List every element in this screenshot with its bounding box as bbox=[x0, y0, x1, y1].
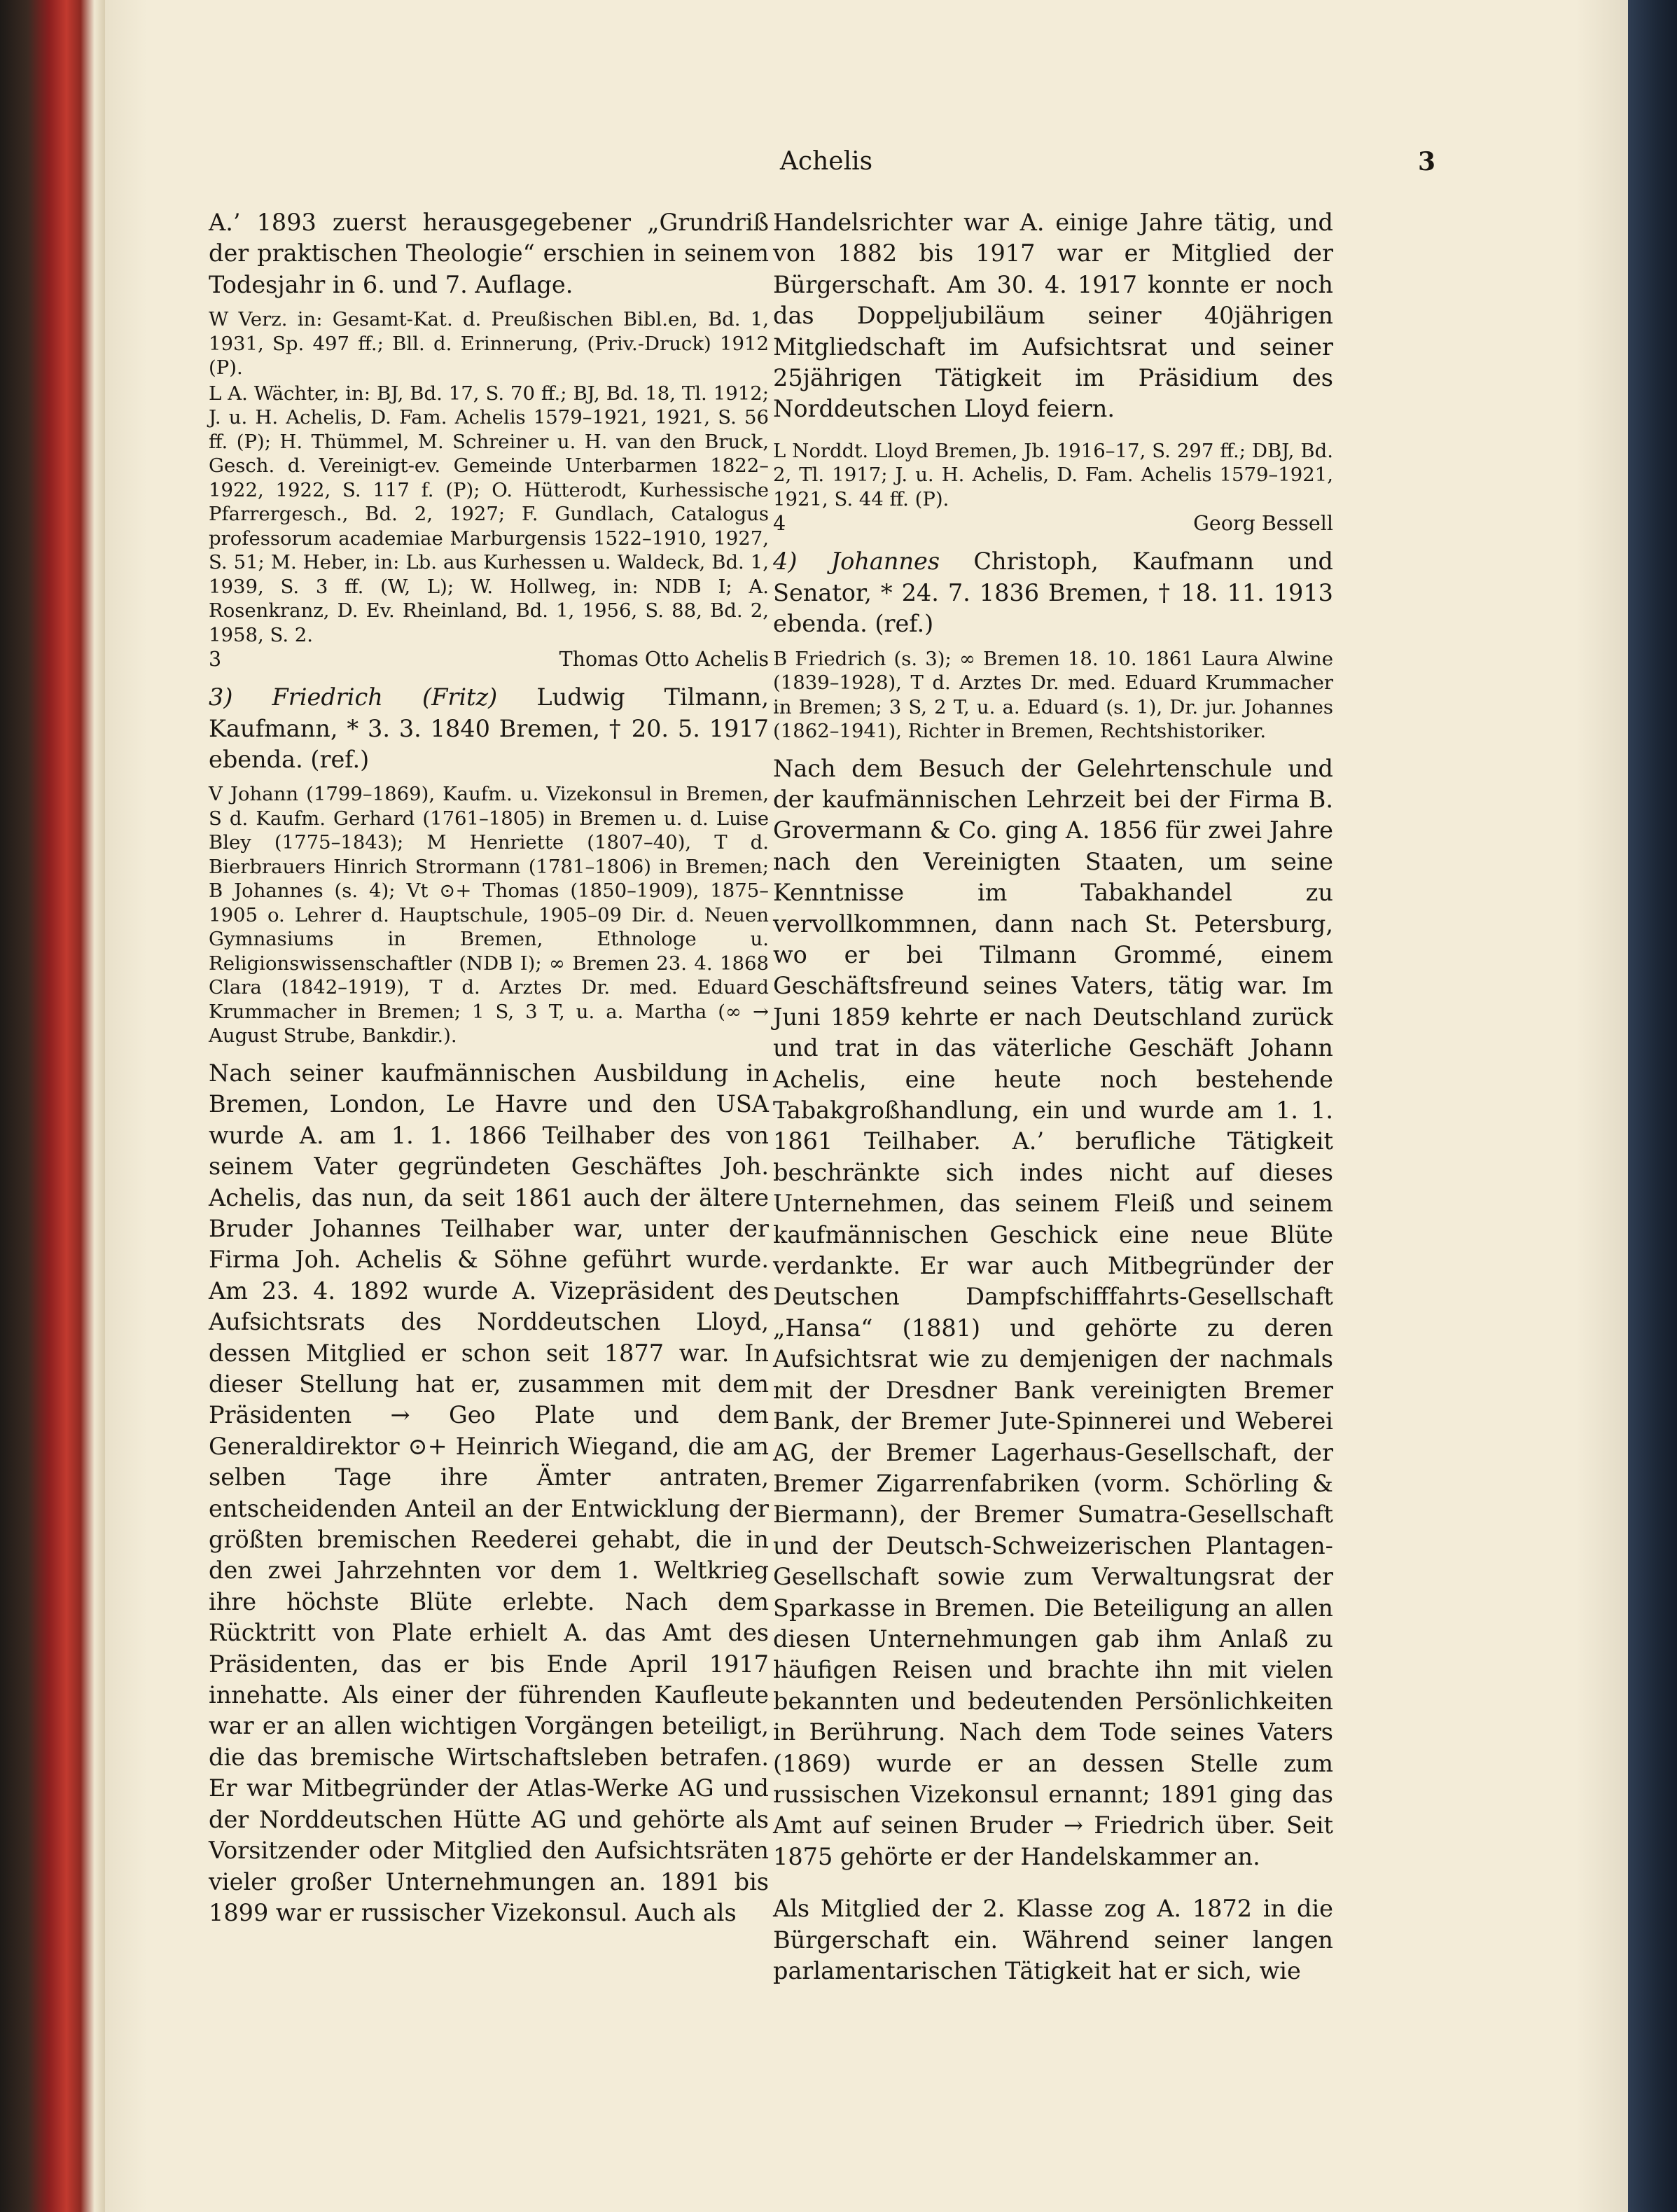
signature-number: 3 bbox=[209, 648, 222, 672]
entry-3-literature: L Norddt. Lloyd Bremen, Jb. 1916–17, S. 297 ff.; DBJ, Bd. 2, Tl. 1917; J. u. H. Achelis, D. Fam. Achelis 1579–1921, 1921, S. 44 ff. (P). bbox=[773, 439, 1333, 510]
entry-2-works: W Verz. in: Gesamt-Kat. d. Preußischen Bibl.en, Bd. 1, 1931, Sp. 497 ff.; Bll. d. Erinnerung, (Priv.-Druck) 1912 (P). bbox=[209, 308, 769, 380]
signature-author: Georg Bessell bbox=[1193, 512, 1333, 536]
entry-4-biography: Nach dem Besuch der Gelehrtenschule und der kaufmännischen Lehrzeit bei der Firma B. Grovermann & Co. ging A. 1856 für zwei Jahre nach den Vereinigten Staaten, um seine Kenntnisse im Tabakhandel zu vervollkommnen, dann nach St. Petersburg, wo er bei Tilmann Grommé, einem Geschäftsfreund seines Vaters, tätig war. Im Juni 1859 kehrte er nach Deutschland zurück und trat in das väterliche Geschäft Johann Achelis, eine heute noch bestehende Tabakgroßhandlung, ein und wurde am 1. 1. 1861 Teilhaber. A.’ berufliche Tätigkeit beschränkte sich indes nicht auf dieses Unternehmen, das seinem Fleiß und seinem kaufmännischen Geschick eine neue Blüte verdankte. Er war auch Mitbegründer der Deutschen Dampfschifffahrts-Gesellschaft „Hansa“ (1881) und gehörte zu deren Aufsichtsrat wie zu demjenigen der nachmals mit der Dresdner Bank vereinigten Bremer Bank, der Bremer Jute-Spinnerei und Weberei AG, der Bremer Lagerhaus-Gesellschaft, der Bremer Zigarrenfabriken (vorm. Schörling & Biermann), der Bremer Sumatra-Gesellschaft und der Deutsch-Schweizerischen Plantagen-Gesellschaft sowie zum Verwaltungsrat der Sparkasse in Bremen. Die Beteiligung an allen diesen Unternehmungen gab ihm Anlaß zu häufigen Reisen und brachte ihn mit vielen bekannten und bedeutenden Persönlichkeiten in Berührung. Nach dem Tode seines Vaters (1869) wurde er an dessen Stelle zum russischen Vizekonsul ernannt; 1891 ging das Amt auf seinen Bruder → Friedrich über. Seit 1875 gehörte er der Handelskammer an. bbox=[773, 754, 1333, 1870]
entry-4-heading bbox=[773, 546, 1333, 639]
entry-3-biography: Nach seiner kaufmännischen Ausbildung in Bremen, London, Le Havre und den USA wurde A. am 1. 1. 1866 Teilhaber des von seinem Vater gegründeten Geschäftes Joh. Achelis, das nun, da seit 1861 auch der ältere Bruder Johannes Teilhaber war, unter der Firma Joh. Achelis & Söhne geführt wurde. Am 23. 4. 1892 wurde A. Vizepräsident des Aufsichtsrats des Norddeutschen Lloyd, dessen Mitglied er schon seit 1877 war. In dieser Stellung hat er, zusammen mit dem Präsidenten → Geo Plate und dem Generaldirektor ⊙+ Heinrich Wiegand, die am selben Tage ihre Ämter antraten, entscheidenden Anteil an der Entwicklung der größten bremischen Reederei gehabt, die in den zwei Jahrzehnten vor dem 1. Weltkrieg ihre höchste Blüte erlebte. Nach dem Rücktritt von Plate erhielt A. das Amt des Präsidenten, das er bis Ende April 1917 innehatte. Als einer der führenden Kaufleute war er an allen wichtigen Vorgängen beteiligt, die das bremische Wirtschaftsleben betrafen. Er war Mitbegründer der Atlas-Werke AG und der Norddeutschen Hütte AG und gehörte als Vorsitzender oder Mitglied den Aufsichtsräten vieler großer Unternehmungen an. 1891 bis 1899 war er russischer Vizekonsul. Auch als bbox=[209, 1059, 769, 1926]
entry-2-conclusion: A.’ 1893 zuerst herausgegebener „Grundriß der praktischen Theologie“ erschien in seinem Todesjahr in 6. und 7. Auflage. bbox=[209, 209, 769, 298]
left-column bbox=[209, 207, 769, 1928]
entry-3-name: 3) Friedrich (Fritz) bbox=[209, 683, 498, 711]
right-book-binding bbox=[1628, 0, 1677, 2212]
entry-2-literature: L A. Wächter, in: BJ, Bd. 17, S. 70 ff.; BJ, Bd. 18, Tl. 1912; J. u. H. Achelis, D. Fam. Achelis 1579–1921, 1921, S. 56 ff. (P); H. Thümmel, M. Schreiner u. H. van den Bruck, Gesch. d. Vereinigt-ev. Gemeinde Unterbarmen 1822–1922, 1922, S. 117 f. (P); O. Hütterodt, Kurhessische Pfarrergesch., Bd. 2, 1927; F. Gundlach, Catalogus professorum academiae Marburgensis 1522–1910, 1927, S. 51; M. Heber, in: Lb. aus Kurhessen u. Waldeck, Bd. 1, 1939, S. 3 ff. (W, L); W. Hollweg, in: NDB I; A. Rosenkranz, D. Ev. Rheinland, Bd. 1, 1956, S. 88, Bd. 2, 1958, S. 2. bbox=[209, 382, 769, 646]
left-book-binding bbox=[0, 0, 105, 2212]
right-column bbox=[773, 207, 1333, 1987]
entry-4-dates: Christoph, Kaufmann und Senator, * 24. 7. 1836 Bremen, † 18. 11. 1913 ebenda. (ref.) bbox=[773, 548, 1333, 638]
entry-3-signature bbox=[773, 511, 1333, 536]
entry-3-dates: Ludwig Tilmann, Kaufmann, * 3. 3. 1840 Bremen, † 20. 5. 1917 ebenda. (ref.) bbox=[209, 683, 769, 774]
entry-3-family: V Johann (1799–1869), Kaufm. u. Vizekonsul in Bremen, S d. Kaufm. Gerhard (1761–1805) in Bremen u. d. Luise Bley (1775–1843); M Henriette (1807–40), T d. Bierbrauers Hinrich Strormann (1781–1806) in Bremen; B Johannes (s. 4); Vt ⊙+ Thomas (1850–1909), 1875–1905 o. Lehrer d. Hauptschule, 1905–09 Dir. d. Neuen Gymnasiums in Bremen, Ethnologe u. Religionswissenschaftler (NDB I); ∞ Bremen 23. 4. 1868 Clara (1842–1919), T d. Arztes Dr. med. Eduard Krummacher in Bremen; 1 S, 3 T, u. a. Martha (∞ → August Strube, Bankdir.). bbox=[209, 783, 769, 1048]
running-head: Achelis bbox=[779, 147, 873, 176]
entry-2-signature bbox=[209, 647, 769, 672]
entry-4-biography-continued: Als Mitglied der 2. Klasse zog A. 1872 in die Bürgerschaft ein. Während seiner langen parlamentarischen Tätigkeit hat er sich, wie bbox=[773, 1895, 1333, 1984]
signature-number: 4 bbox=[773, 512, 786, 536]
signature-author: Thomas Otto Achelis bbox=[559, 648, 769, 672]
entry-3-heading bbox=[209, 682, 769, 775]
entry-4-name: 4) Johannes bbox=[773, 548, 940, 576]
page-number: 3 bbox=[1417, 147, 1435, 176]
entry-3-biography-continued: Handelsrichter war A. einige Jahre tätig, und von 1882 bis 1917 war er Mitglied der Bürgerschaft. Am 30. 4. 1917 konnte er noch das Doppeljubiläum seiner 40jährigen Mitgliedschaft im Aufsichtsrat und seiner 25jährigen Tätigkeit im Präsidium des Norddeutschen Lloyd feiern. bbox=[773, 209, 1333, 423]
entry-4-family: B Friedrich (s. 3); ∞ Bremen 18. 10. 1861 Laura Alwine (1839–1928), T d. Arztes Dr. med. Eduard Krummacher in Bremen; 3 S, 2 T, u. a. Eduard (s. 1), Dr. jur. Johannes (1862–1941), Richter in Bremen, Rechtshistoriker. bbox=[773, 647, 1333, 743]
